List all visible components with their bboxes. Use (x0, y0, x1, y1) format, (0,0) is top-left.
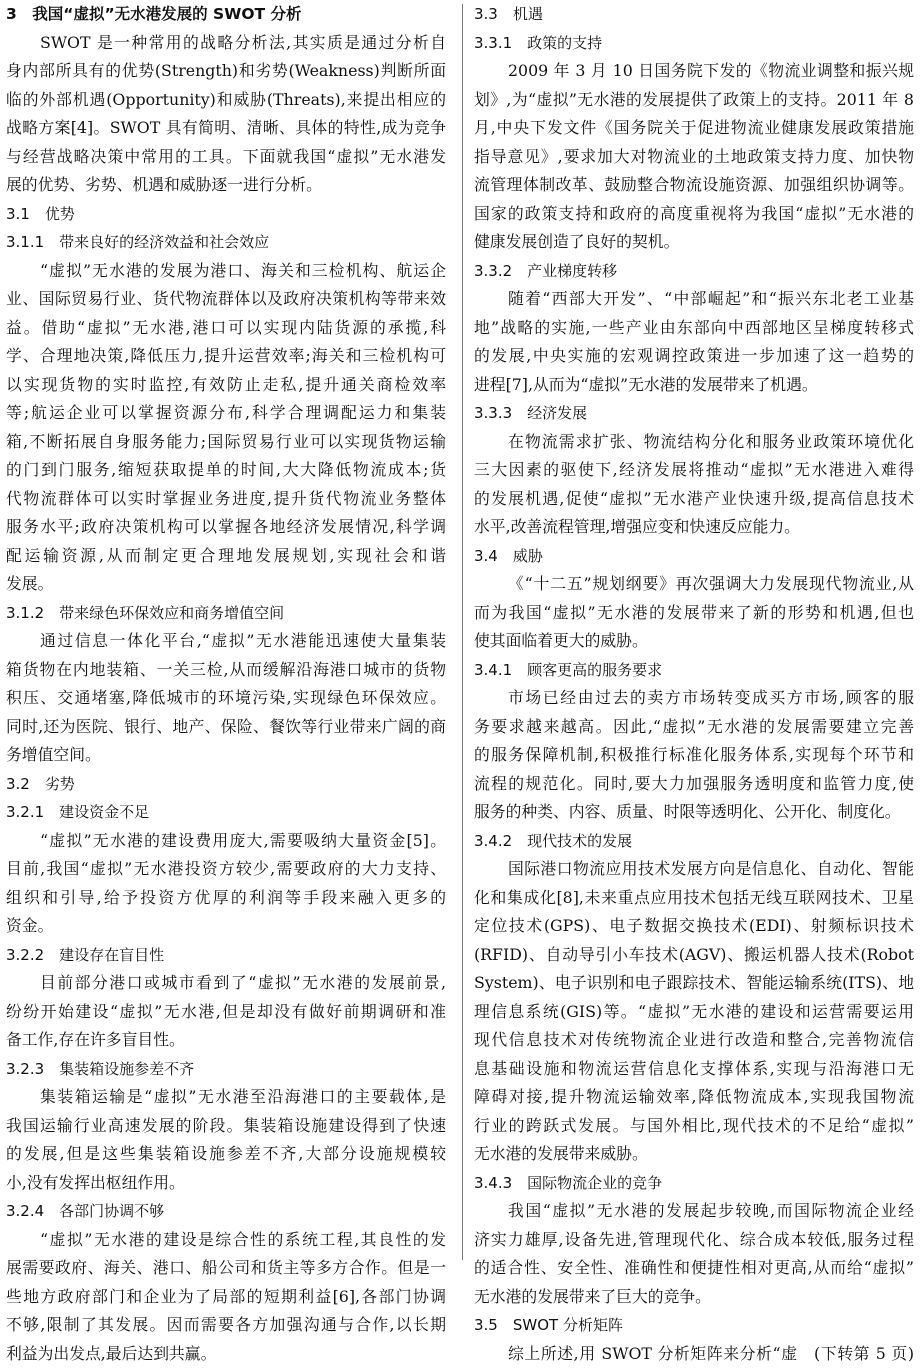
right-text-line: 而为我国“虚拟”无水港的发展带来了新的形势和机遇,但也 (474, 599, 914, 628)
left-text-line: 务增值空间。 (6, 741, 446, 770)
right-text-line: (RFID)、自动导引小车技术(AGV)、搬运机器人技术(Robot (474, 941, 914, 970)
right-text-line: 无水港的发展带来威胁。 (474, 1140, 914, 1169)
left-text-line: 我国运输行业高速发展的阶段。集装箱设施建设得到了快速 (6, 1112, 446, 1141)
right-text-line: 综上所述,用 SWOT 分析矩阵来分析“虚 (下转第 5 页) (474, 1340, 914, 1368)
left-text-line: 身内部所具有的优势(Strength)和劣势(Weakness)判断所面 (6, 57, 446, 86)
right-text-line: 《“十二五”规划纲要》再次强调大力发展现代物流业,从 (474, 570, 914, 599)
left-text-line: 代物流群体可以实时掌握业务进度,提升货代物流业务整体 (6, 485, 446, 514)
left-text-line: 些地方政府部门和企业为了局部的短期利益[6],各部门协调 (6, 1283, 446, 1312)
left-text-line: “虚拟”无水港的建设费用庞大,需要吸纳大量资金[5]。 (6, 827, 446, 856)
left-text-line: 临的外部机遇(Opportunity)和威胁(Threats),来提出相应的 (6, 86, 446, 115)
right-text-line: 随着“西部大开发”、“中部崛起”和“振兴东北老工业基 (474, 285, 914, 314)
right-text-line: 国家的政策支持和政府的高度重视将为我国“虚拟”无水港的 (474, 200, 914, 229)
left-text-line: 利益为出发点,最后达到共赢。 (6, 1340, 446, 1368)
right-text-line: 现代信息技术对传统物流企业进行改造和整合,完善物流信 (474, 1026, 914, 1055)
right-text-line: 月,中央下发文件《国务院关于促进物流业健康发展政策措施 (474, 114, 914, 143)
right-heading: 3.4.3 国际物流企业的竞争 (474, 1169, 914, 1198)
right-text-line: 定位技术(GPS)、电子数据交换技术(EDI)、射频标识技术 (474, 912, 914, 941)
right-text-line: 务要求越来越高。因此,“虚拟”无水港的发展需要建立完善 (474, 713, 914, 742)
right-text-line: 济实力雄厚,设备先进,管理现代化、综合成本较低,服务过程 (474, 1226, 914, 1255)
left-heading: 3.1 优势 (6, 200, 446, 229)
left-text-line: 益。借助“虚拟”无水港,港口可以实现内陆货源的承揽,科 (6, 314, 446, 343)
left-text-line: 同时,还为医院、银行、地产、保险、餐饮等行业带来广阔的商 (6, 713, 446, 742)
left-text-line: 备工作,存在许多盲目性。 (6, 1026, 446, 1055)
left-heading: 3.1.2 带来绿色环保效应和商务增值空间 (6, 599, 446, 628)
right-heading: 3.4.1 顾客更高的服务要求 (474, 656, 914, 685)
right-heading: 3.3.2 产业梯度转移 (474, 257, 914, 286)
right-text-line: 健康发展创造了良好的契机。 (474, 228, 914, 257)
left-text-line: 以实现货物的实时监控,有效防止走私,提升通关商检效率 (6, 371, 446, 400)
left-text-line: 展需要政府、海关、港口、船公司和货主等多方合作。但是一 (6, 1254, 446, 1283)
right-text-line: 的服务保障机制,积极推行标准化服务体系,实现每个环节和 (474, 741, 914, 770)
left-text-line: 展的优势、劣势、机遇和威胁逐一进行分析。 (6, 171, 446, 200)
right-text-line: System)、电子识别和电子跟踪技术、智能运输系统(ITS)、地 (474, 969, 914, 998)
right-text-line: 我国“虚拟”无水港的发展起步较晚,而国际物流企业经 (474, 1197, 914, 1226)
left-text-line: “虚拟”无水港的发展为港口、海关和三检机构、航运企 (6, 257, 446, 286)
right-text-line: 服务的种类、内容、质量、时限等透明化、公开化、制度化。 (474, 798, 914, 827)
left-text-line: 目前,我国“虚拟”无水港投资方较少,需要政府的大力支持、 (6, 855, 446, 884)
left-heading: 3.2.4 各部门协调不够 (6, 1197, 446, 1226)
right-text-line: 2009 年 3 月 10 日国务院下发的《物流业调整和振兴规 (474, 57, 914, 86)
left-text-line: 箱,不断拓展自身服务能力;国际贸易行业可以实现货物运输 (6, 428, 446, 457)
left-text-line: 业、国际贸易行业、货代物流群体以及政府决策机构等带来效 (6, 285, 446, 314)
right-heading: 3.3 机遇 (474, 0, 914, 29)
right-text-line: 地”战略的实施,一些产业由东部向中西部地区呈梯度转移式 (474, 314, 914, 343)
left-text-line: 发展。 (6, 570, 446, 599)
left-text-line: “虚拟”无水港的建设是综合性的系统工程,其良性的发 (6, 1226, 446, 1255)
right-text-line: 市场已经由过去的卖方市场转变成买方市场,顾客的服 (474, 684, 914, 713)
left-text-line: 服务水平;政府决策机构可以掌握各地经济发展情况,科学调 (6, 513, 446, 542)
right-text-line: 在物流需求扩张、物流结构分化和服务业政策环境优化 (474, 428, 914, 457)
right-text-line: 息基础设施和物流运营信息化支撑体系,实现与沿海港口无 (474, 1055, 914, 1084)
right-text-line: 指导意见》,要求加大对物流业的土地政策支持力度、加快物 (474, 143, 914, 172)
left-text-line: 不够,限制了其发展。因而需要各方加强沟通与合作,以长期 (6, 1311, 446, 1340)
left-text-line: 纷纷开始建设“虚拟”无水港,但是却没有做好前期调研和准 (6, 998, 446, 1027)
right-text-line: 进程[7],从而为“虚拟”无水港的发展带来了机遇。 (474, 371, 914, 400)
right-text-line: 理信息系统(GIS)等。“虚拟”无水港的建设和运营需要运用 (474, 998, 914, 1027)
left-text-line: 的门到门服务,缩短获取提单的时间,大大降低物流成本;货 (6, 456, 446, 485)
right-text-line: 流程的规范化。同时,要大力加强服务透明度和监管力度,使 (474, 770, 914, 799)
right-heading: 3.4 威胁 (474, 542, 914, 571)
left-text-line: 与经营战略决策中常用的工具。下面就我国“虚拟”无水港发 (6, 143, 446, 172)
left-text-line: 等;航运企业可以掌握资源分布,科学合理调配运力和集装 (6, 399, 446, 428)
left-text-line: 通过信息一体化平台,“虚拟”无水港能迅速使大量集装 (6, 627, 446, 656)
left-heading: 3.2 劣势 (6, 770, 446, 799)
left-text-line: 的发展,但是这些集装箱设施参差不齐,大部分设施规模较 (6, 1140, 446, 1169)
right-text-line: 的发展机遇,促使“虚拟”无水港产业快速升级,提高信息技术 (474, 485, 914, 514)
column-divider (462, 4, 463, 1260)
left-text-line: 小,没有发挥出枢纽作用。 (6, 1169, 446, 1198)
right-heading: 3.4.2 现代技术的发展 (474, 827, 914, 856)
right-text-line: 的发展,中央实施的宏观调控政策进一步加速了这一趋势的 (474, 342, 914, 371)
left-text-line: 积压、交通堵塞,降低城市的环境污染,实现绿色环保效应。 (6, 684, 446, 713)
left-heading: 3.1.1 带来良好的经济效益和社会效应 (6, 228, 446, 257)
left-text-line: 配运输资源,从而制定更合理地发展规划,实现社会和谐 (6, 542, 446, 571)
right-text-line: 使其面临着更大的威胁。 (474, 627, 914, 656)
right-text-line: 流管理体制改革、鼓励整合物流设施资源、加强组织协调等。 (474, 171, 914, 200)
right-text-line: 划》,为“虚拟”无水港的发展提供了政策上的支持。2011 年 8 (474, 86, 914, 115)
right-heading: 3.3.3 经济发展 (474, 399, 914, 428)
left-text-line: 战略方案[4]。SWOT 具有简明、清晰、具体的特性,成为竞争 (6, 114, 446, 143)
right-text-line: 无水港的发展带来了巨大的竞争。 (474, 1283, 914, 1312)
left-text-line: 箱货物在内地装箱、一关三检,从而缓解沿海港口城市的货物 (6, 656, 446, 685)
right-heading: 3.3.1 政策的支持 (474, 29, 914, 58)
left-text-line: 资金。 (6, 912, 446, 941)
left-column (6, 0, 446, 1265)
left-text-line: SWOT 是一种常用的战略分析法,其实质是通过分析自 (6, 29, 446, 58)
left-heading: 3.2.1 建设资金不足 (6, 798, 446, 827)
right-text-line: 行业的跨跃式发展。与国外相比,现代技术的不足给“虚拟” (474, 1112, 914, 1141)
left-text-line: 组织和引导,给予投资方优厚的利润等手段来融入更多的 (6, 884, 446, 913)
left-text-line: 集装箱运输是“虚拟”无水港至沿海港口的主要载体,是 (6, 1083, 446, 1112)
left-heading: 3.2.2 建设存在盲目性 (6, 941, 446, 970)
left-text-line: 学、合理地决策,降低压力,提升运营效率;海关和三检机构可 (6, 342, 446, 371)
right-heading: 3.5 SWOT 分析矩阵 (474, 1311, 914, 1340)
right-text-line: 障碍对接,提升物流运输效率,降低物流成本,实现我国物流 (474, 1083, 914, 1112)
right-text-line: 的适合性、安全性、准确性和便捷性相对更高,从而给“虚拟” (474, 1254, 914, 1283)
right-text-line: 国际港口物流应用技术发展方向是信息化、自动化、智能 (474, 855, 914, 884)
right-column (474, 0, 914, 1265)
left-text-line: 目前部分港口或城市看到了“虚拟”无水港的发展前景, (6, 969, 446, 998)
right-text-line: 化和集成化[8],未来重点应用技术包括无线互联网技术、卫星 (474, 884, 914, 913)
left-heading: 3 我国“虚拟”无水港发展的 SWOT 分析 (6, 0, 446, 29)
right-text-line: 三大因素的驱使下,经济发展将推动“虚拟”无水港进入难得 (474, 456, 914, 485)
left-heading: 3.2.3 集装箱设施参差不齐 (6, 1055, 446, 1084)
right-text-line: 水平,改善流程管理,增强应变和快速反应能力。 (474, 513, 914, 542)
